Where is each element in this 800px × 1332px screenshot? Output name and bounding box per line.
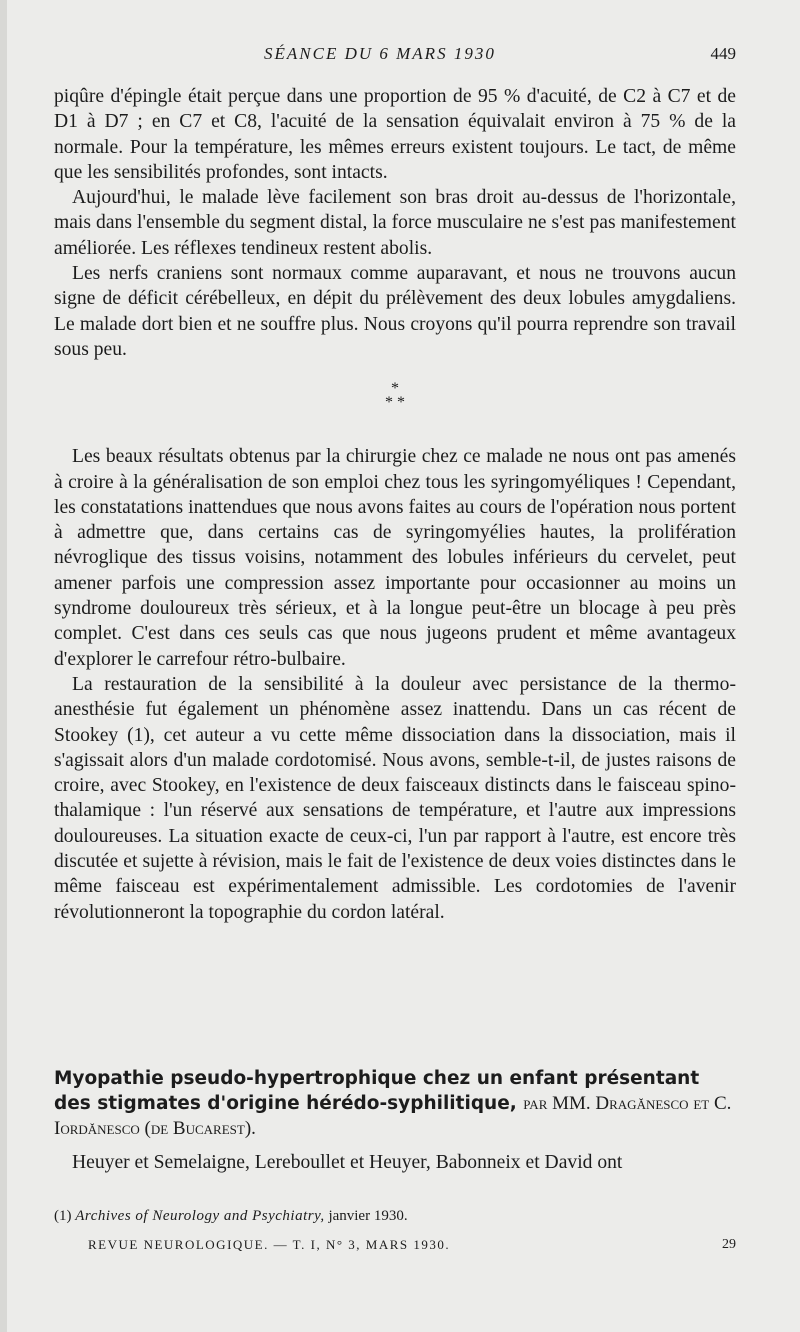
body-text xyxy=(54,84,736,925)
signature-mark: 29 xyxy=(722,1237,736,1252)
separator-top-star: * xyxy=(391,380,399,398)
page-edge-shadow xyxy=(0,0,7,1332)
article-first-line: Heuyer et Semelaigne, Lereboullet et Heuyer, Babonneix et David ont xyxy=(72,1152,623,1173)
article-title: Myopathie pseudo-hypertrophique chez un enfant présentant des stigmates d'origine hérédo-syphilitique, xyxy=(54,1068,700,1114)
running-title: SÉANCE DU 6 MARS 1930 xyxy=(264,44,496,63)
footnote xyxy=(54,1208,736,1225)
footnote-source: Archives of Neurology and Psychiatry, xyxy=(75,1208,325,1224)
page-number: 449 xyxy=(710,44,736,63)
article-heading xyxy=(54,1066,736,1141)
paragraph-2: Aujourd'hui, le malade lève facilement son bras droit au-dessus de l'horizontale, mais dans l'ensemble du segment distal, la force musculaire ne s'est pas manifestement améliorée. Les réflexes tendineux restent abolis. xyxy=(54,187,736,259)
journal-footer: REVUE NEUROLOGIQUE. — T. I, N° 3, MARS 1930. xyxy=(88,1237,451,1252)
article-byline: par MM. Dragănesco et C. Iordănesco (de Bucarest). xyxy=(54,1093,732,1139)
paragraph-5: La restauration de la sensibilité à la douleur avec persistance de la thermo-anesthésie fut également un phénomène assez inattendu. Dans un cas récent de Stookey (1), cet auteur a vu cette même dissociation dans la dissociation, mais il s'agissait alors d'un malade cordotomisé. Nous avons, semble-t-il, de justes raisons de croire, avec Stookey, en l'existence de deux faisceaux distincts dans le faisceau spino-thalamique : l'un réservé aux sensations de température, et l'autre aux impressions douloureuses. La situation exacte de ceux-ci, l'un par rapport à l'autre, est encore très discutée et sujette à révision, mais le fait de l'existence de deux voies distinctes dans le même faisceau est expérimentalement admissible. Les cordotomies de l'avenir révolutionneront la topographie du cordon latéral. xyxy=(54,673,736,923)
paragraph-1: piqûre d'épingle était perçue dans une proportion de 95 % d'acuité, de C2 à C7 et de D1 à D7 ; en C7 et C8, l'acuité de la sensation équivalait environ à 75 % de la normale. Pour la température, les mêmes erreurs existent toujours. Le tact, de même que les sensibilités profondes, sont intacts. xyxy=(54,86,736,183)
paragraph-3: Les nerfs craniens sont normaux comme auparavant, et nous ne trouvons aucun signe de déficit cérébelleux, en dépit du prélèvement des deux lobules amygdaliens. Le malade dort bien et ne souffre plus. Nous croyons qu'il pourra reprendre son travail sous peu. xyxy=(54,263,736,360)
page-header xyxy=(44,44,736,68)
section-separator xyxy=(54,382,736,410)
footnote-marker: (1) xyxy=(54,1208,72,1224)
separator-bottom-stars: * * xyxy=(385,394,405,412)
paragraph-4: Les beaux résultats obtenus par la chirurgie chez ce malade ne nous ont pas amenés à croire à la généralisation de son emploi chez tous les syringomyéliques ! Cependant, les constatations inattendues que nous avons faites au cours de l'opération nous portent à admettre que, dans certains cas de syringomyélies hautes, la prolifération névroglique des tissus voisins, notamment des lobules inférieurs du cervelet, peut amener parfois une compression assez importante pour occasionner au moins un syndrome douloureux très sérieux, et à la longue peut-être un blocage à peu près complet. C'est dans ces seuls cas que nous jugeons prudent et même avantageux d'explorer le carrefour rétro-bulbaire. xyxy=(54,446,736,670)
footnote-date: janvier 1930. xyxy=(328,1208,408,1224)
